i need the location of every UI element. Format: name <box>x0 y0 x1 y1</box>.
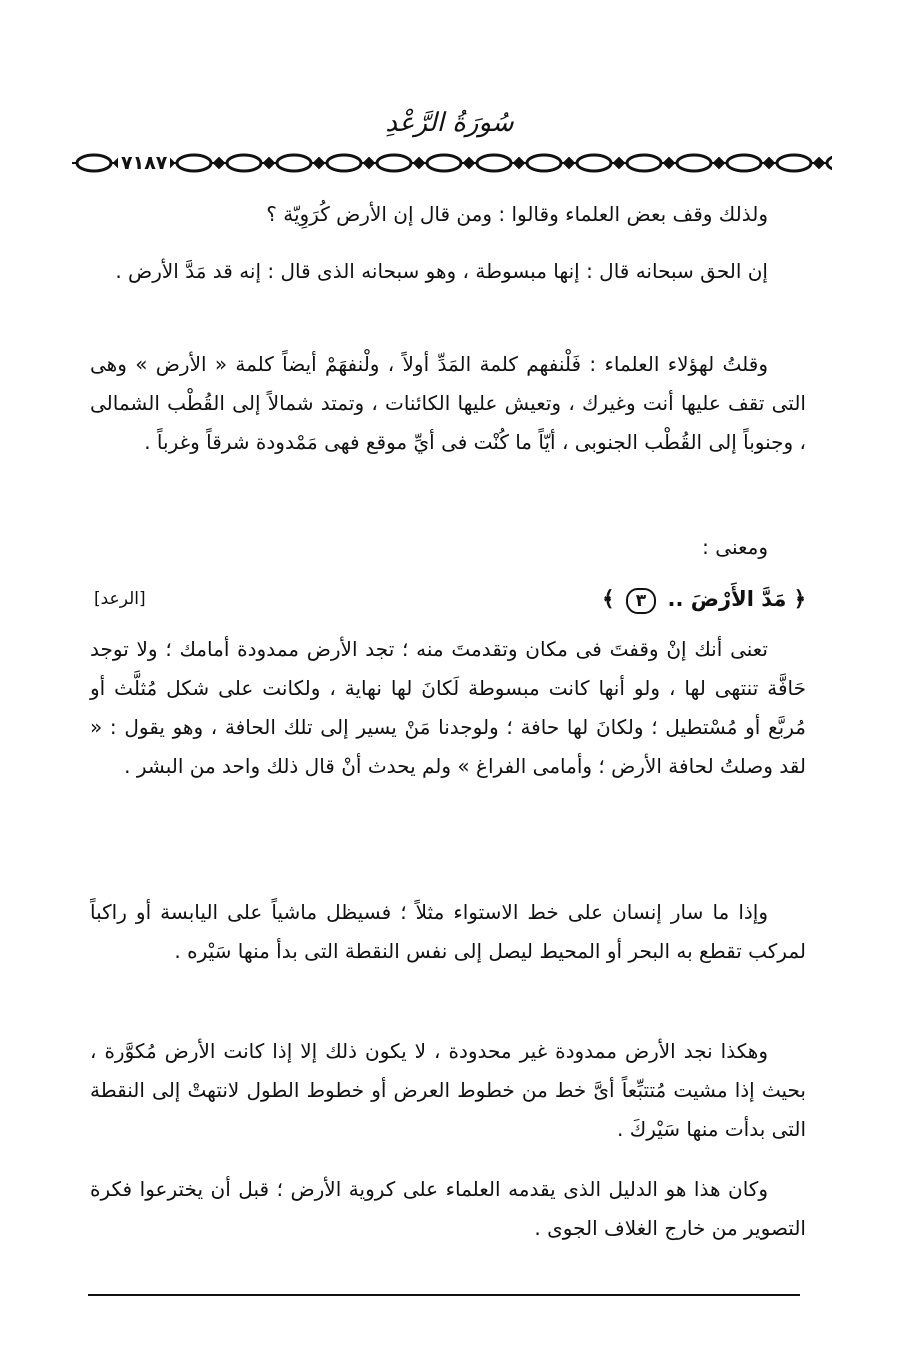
quran-verse <box>602 578 806 620</box>
paragraph-1: ولذلك وقف بعض العلماء وقالوا : ومن قال إن الأرض كُرَوِيّة ؟ <box>266 202 768 226</box>
footer-rule <box>88 1294 800 1296</box>
quran-verse-row <box>90 578 806 620</box>
verse-text: ﴿ مَدَّ الأَرْضَ .. <box>660 587 806 611</box>
surah-reference: [الرعد] <box>94 589 146 609</box>
verse-close: ﴾ <box>602 587 622 611</box>
paragraph-4: ومعنى : <box>702 535 768 559</box>
paragraph-7: وهكذا نجد الأرض ممدودة غير محدودة ، لا يكون ذلك إلا إذا كانت الأرض مُكوَّرة ، بحيث إذا مشيت مُتتبِّعاً أىَّ خط من خطوط العرض أو خطوط الطول لانتهتْ إلى النقطة التى بدأت منها سَيْركَ . <box>90 1039 806 1141</box>
paragraph-5: تعنى أنك إنْ وقفتَ فى مكان وتقدمتَ منه ؛ تجد الأرض ممدودة أمامك ؛ ولا توجد حَافَّة تنتهى لها ، ولو أنها كانت مبسوطة لَكانَ لها نهاية ، ولكانت على شكل مُثلَّث أو مُربَّع أو مُسْتطيل ؛ ولكانَ لها حافة ؛ ولوجدنا مَنْ يسير إلى تلك الحافة ، وهو يقول : « لقد وصلتُ لحافة الأرض ؛ وأمامى الفراغ » ولم يحدث أنْ قال ذلك واحد من البشر . <box>90 637 806 778</box>
paragraph-8: وكان هذا هو الدليل الذى يقدمه العلماء على كروية الأرض ؛ قبل أن يخترعوا فكرة التصوير من خارج الغلاف الجوى . <box>90 1177 806 1240</box>
paragraph-3: وقلتُ لهؤلاء العلماء : فَلْنفهم كلمة المَدِّ أولاً ، ولْنفهَمْ أيضاً كلمة « الأرض » وهى التى تقف عليها أنت وغيرك ، وتعيش عليها الكائنات ، وتمتد شمالاً إلى القُطْب الشمالى ، وجنوباً إلى القُطْب الجنوبى ، أيّاً ما كُنْت فى أيِّ موقع فهى مَمْدودة شرقاً وغرباً . <box>90 352 806 454</box>
surah-title: سُورَةُ الرَّعْدِ <box>385 108 514 138</box>
verse-number: ٣ <box>626 588 656 614</box>
paragraph-6: وإذا ما سار إنسان على خط الاستواء مثلاً ؛ فسيظل ماشياً على اليابسة أو راكباً لمركب تقطع به البحر أو المحيط ليصل إلى نفس النقطة التى بدأ منها سَيْره . <box>90 900 806 963</box>
page-number: ٧١٨٧ <box>118 150 170 176</box>
paragraph-2: إن الحق سبحانه قال : إنها مبسوطة ، وهو سبحانه الذى قال : إنه قد مَدَّ الأرض . <box>115 259 768 283</box>
ornamental-border <box>72 150 832 176</box>
